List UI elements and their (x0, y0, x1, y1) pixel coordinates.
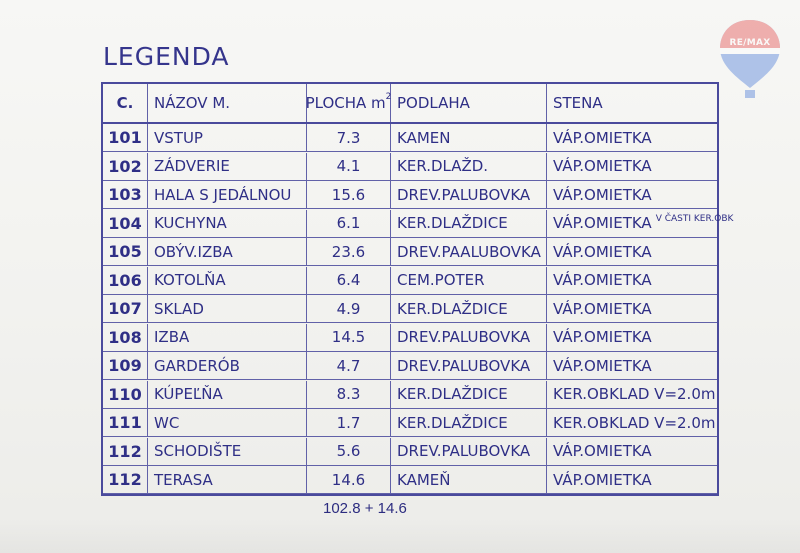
room-wall-text: VÁP.OMIETKA (553, 442, 652, 460)
room-number (103, 409, 148, 436)
room-floor-text: KER.DLAŽDICE (397, 413, 508, 432)
room-number-text: 108 (108, 327, 142, 347)
room-name-text: VSTUP (154, 128, 203, 147)
room-number (103, 153, 148, 180)
room-floor (391, 267, 547, 294)
room-name-text: GARDERÓB (154, 356, 240, 375)
room-number (103, 238, 148, 265)
room-area (307, 238, 391, 265)
room-wall-text: VÁP.OMIETKA (553, 356, 652, 375)
room-wall-text: VÁP.OMIETKA (553, 470, 652, 489)
header-floor: PODLAHA (391, 84, 547, 122)
room-name-text: ZÁDVERIE (154, 157, 230, 175)
area-total: 102.8 + 14.6 (323, 500, 407, 517)
header-area-label: PLOCHA m (305, 94, 386, 112)
room-name (148, 438, 307, 465)
room-number-text: 112 (108, 470, 142, 489)
room-number (103, 324, 148, 351)
room-number-text: 109 (108, 356, 142, 375)
room-wall-text: VÁP.OMIETKA (553, 214, 652, 232)
room-floor-text: CEM.POTER (397, 271, 485, 289)
remax-balloon-logo (718, 18, 782, 102)
room-floor (391, 210, 547, 237)
room-floor-text: DREV.PALUBOVKA (397, 442, 531, 460)
room-number-text: 106 (108, 270, 142, 290)
room-wall (547, 124, 717, 151)
room-area-text: 23.6 (331, 242, 366, 261)
room-number-text: 102 (108, 156, 142, 176)
room-name (148, 409, 307, 436)
table-row (103, 267, 717, 295)
room-wall-text: VÁP.OMIETKA (553, 271, 652, 289)
room-wall (547, 267, 717, 294)
room-wall (547, 238, 717, 265)
room-wall (547, 352, 717, 379)
room-area-text: 4.7 (336, 356, 361, 375)
room-area-text: 6.4 (336, 271, 361, 289)
room-area-text: 4.1 (336, 157, 361, 175)
room-area (307, 438, 391, 465)
header-wall: STENA (553, 94, 603, 112)
room-wall (547, 466, 717, 493)
room-wall (547, 153, 717, 180)
room-wall-text: VÁP.OMIETKA (553, 328, 652, 346)
room-area (307, 124, 391, 151)
room-floor (391, 181, 547, 208)
room-area (307, 153, 391, 180)
room-area (307, 181, 391, 208)
room-wall (547, 295, 717, 322)
room-name-text: KOTOLŇA (154, 271, 226, 289)
room-wall-text: VÁP.OMIETKA (553, 242, 652, 261)
room-name-text: OBÝV.IZBA (154, 242, 233, 261)
table-header (103, 84, 717, 124)
room-name-text: SCHODIŠTE (154, 442, 242, 460)
room-wall (547, 409, 717, 436)
room-area-text: 1.7 (336, 413, 361, 432)
room-name-text: KUCHYNA (154, 214, 227, 232)
room-number-text: 110 (108, 384, 142, 404)
room-number-text: 104 (108, 213, 142, 233)
header-area (307, 84, 391, 122)
room-number (103, 124, 148, 151)
paper-shadow (0, 518, 800, 553)
table-row (103, 181, 717, 209)
room-area-text: 15.6 (331, 185, 366, 204)
room-name (148, 352, 307, 379)
table-row (103, 210, 734, 238)
room-floor (391, 124, 547, 151)
room-floor-text: DREV.PAALUBOVKA (397, 242, 541, 261)
room-floor-text: KER.DLAŽDICE (397, 385, 508, 403)
room-number-text: 105 (108, 242, 142, 261)
room-number-text: 103 (108, 185, 142, 204)
room-area-text: 14.6 (331, 470, 366, 489)
room-floor (391, 324, 547, 351)
room-name (148, 181, 307, 208)
room-area-text: 5.6 (336, 442, 361, 460)
room-wall (547, 210, 734, 237)
room-name-text: WC (154, 413, 180, 432)
room-number-text: 101 (108, 128, 142, 147)
room-wall (547, 324, 717, 351)
room-wall (547, 381, 717, 408)
table-row (103, 324, 717, 352)
room-area-text: 6.1 (336, 214, 361, 232)
room-floor-text: DREV.PALUBOVKA (397, 328, 531, 346)
room-number (103, 181, 148, 208)
room-floor (391, 352, 547, 379)
room-area (307, 295, 391, 322)
room-area (307, 381, 391, 408)
room-area (307, 352, 391, 379)
room-name (148, 238, 307, 265)
table-row (103, 409, 717, 437)
room-area (307, 324, 391, 351)
room-area-text: 7.3 (336, 128, 361, 147)
room-name (148, 267, 307, 294)
table-row (103, 381, 717, 409)
room-wall-text: KER.OBKLAD V=2.0m (553, 413, 716, 432)
room-floor (391, 466, 547, 493)
table-row (103, 153, 717, 181)
room-name (148, 381, 307, 408)
room-floor-text: KER.DLAŽDICE (397, 299, 508, 318)
room-floor (391, 238, 547, 265)
room-area (307, 409, 391, 436)
room-name (148, 210, 307, 237)
room-wall-text: VÁP.OMIETKA (553, 157, 652, 175)
room-number-text: 111 (108, 413, 142, 432)
room-floor-text: KER.DLAŽDICE (397, 214, 508, 232)
table-row (103, 352, 717, 380)
table-row (103, 238, 717, 266)
room-wall (547, 181, 717, 208)
table-row (103, 124, 717, 152)
room-name-text: KÚPEĽŇA (154, 385, 223, 403)
legend-table (101, 82, 734, 496)
room-floor (391, 409, 547, 436)
header-c: C. (103, 84, 148, 122)
room-number (103, 381, 148, 408)
room-area (307, 267, 391, 294)
room-name (148, 466, 307, 493)
room-number (103, 466, 148, 493)
room-number (103, 352, 148, 379)
balloon-icon (718, 18, 782, 102)
room-area-text: 14.5 (331, 328, 366, 346)
room-name (148, 153, 307, 180)
room-floor-text: DREV.PALUBOVKA (397, 356, 531, 375)
room-floor-text: KAMEŇ (397, 470, 451, 489)
room-number-text: 107 (108, 299, 142, 318)
room-floor (391, 381, 547, 408)
room-number-text: 112 (108, 441, 142, 461)
table-row (103, 438, 717, 466)
header-name: NÁZOV M. (148, 84, 307, 122)
room-wall-text: VÁP.OMIETKA (553, 128, 652, 147)
room-area-text: 8.3 (336, 385, 361, 403)
room-floor-text: KAMEN (397, 128, 451, 147)
room-wall (547, 438, 717, 465)
room-name-text: TERASA (154, 470, 213, 489)
room-wall-text: VÁP.OMIETKA (553, 299, 652, 318)
room-name (148, 124, 307, 151)
room-name-text: IZBA (154, 328, 190, 346)
header-area-sup: 2 (385, 92, 392, 102)
room-name (148, 324, 307, 351)
legend-title: LEGENDA (103, 42, 230, 71)
wall-note: V ČASTI KER.OBK (655, 214, 734, 224)
room-area (307, 210, 391, 237)
room-name-text: HALA S JEDÁLNOU (154, 185, 292, 204)
room-floor (391, 295, 547, 322)
room-name (148, 295, 307, 322)
room-floor (391, 153, 547, 180)
room-floor-text: DREV.PALUBOVKA (397, 185, 531, 204)
room-number (103, 295, 148, 322)
room-number (103, 210, 148, 237)
room-wall-text: KER.OBKLAD V=2.0m (553, 385, 716, 403)
room-name-text: SKLAD (154, 299, 204, 318)
room-floor-text: KER.DLAŽD. (397, 157, 489, 175)
room-area-text: 4.9 (336, 299, 361, 318)
logo-text: RE/MAX (729, 38, 771, 48)
room-wall-text: VÁP.OMIETKA (553, 185, 652, 204)
table-row (103, 295, 717, 323)
table-row (103, 466, 717, 494)
room-number (103, 267, 148, 294)
room-number (103, 438, 148, 465)
room-floor (391, 438, 547, 465)
room-area (307, 466, 391, 493)
